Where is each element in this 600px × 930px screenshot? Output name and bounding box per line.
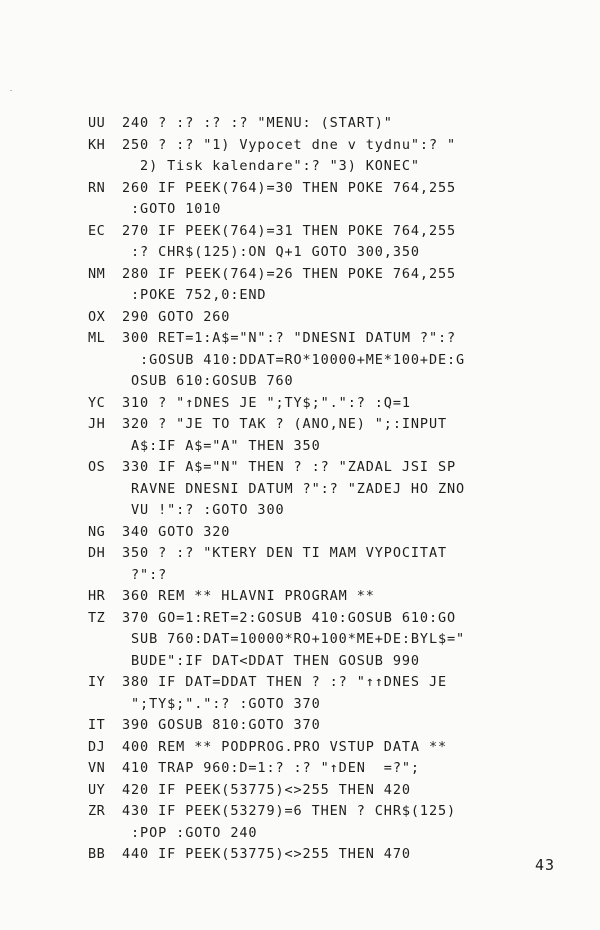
checksum-code: ML: [88, 330, 106, 346]
code-listing-entry: [88, 328, 588, 393]
checksum-code: EC: [88, 222, 106, 239]
listing-text-line: 260 IF PEEK(764)=30 THEN POKE 764,255: [122, 179, 457, 196]
program-line-text: [122, 457, 588, 522]
listing-text-line: ?":?: [122, 566, 168, 583]
program-line-text: [122, 135, 588, 178]
checksum-code: BB: [88, 846, 106, 862]
listing-text-line: 420 IF PEEK(53775)<>255 THEN 420: [122, 781, 411, 798]
listing-text-line: :? CHR$(125):ON Q+1 GOTO 300,350: [122, 244, 420, 260]
checksum-code: DH: [88, 545, 106, 561]
listing-text-line: 320 ? "JE TO TAK ? (ANO,NE) ";:INPUT: [122, 416, 447, 432]
listing-text-line: A$:IF A$="A" THEN 350: [122, 437, 321, 454]
program-line-text: [122, 543, 588, 586]
listing-text-line: 310 ? "↑DNES JE ";TY$;".":? :Q=1: [122, 394, 411, 411]
program-line-text: [122, 715, 588, 737]
code-listing-entry: [88, 801, 588, 844]
code-listing-entry: [88, 715, 588, 737]
listing-text-line: 250 ? :? "1) Vypocet dne v tydnu":? ": [122, 136, 457, 153]
code-listing-entry: [88, 780, 588, 802]
program-line-text: [122, 393, 588, 415]
listing-text-line: 330 IF A$="N" THEN ? :? "ZADAL JSI SP: [122, 459, 457, 475]
listing-text-line: :GOTO 1010: [122, 201, 222, 217]
checksum-code: UY: [88, 781, 106, 798]
code-listing-entry: [88, 393, 588, 415]
program-line-text: [122, 522, 588, 544]
checksum-code: VN: [88, 760, 106, 776]
listing-text-line: 300 RET=1:A$="N":? "DNESNI DATUM ?":?: [122, 330, 457, 346]
listing-text-line: 390 GOSUB 810:GOTO 370: [122, 717, 321, 733]
program-line-text: [122, 328, 588, 393]
listing-text-line: 410 TRAP 960:D=1:? :? "↑DEN =?";: [122, 760, 420, 776]
listing-text-line: 240 ? :? :? :? "MENU: (START)": [122, 115, 393, 131]
program-line-text: [122, 737, 588, 759]
checksum-code: IT: [88, 717, 106, 733]
listing-text-line: 440 IF PEEK(53775)<>255 THEN 470: [122, 846, 411, 862]
program-line-text: [122, 844, 588, 866]
checksum-code: IY: [88, 674, 106, 690]
listing-text-line: 370 GO=1:RET=2:GOSUB 410:GOSUB 610:GO: [122, 609, 457, 626]
code-listing-entry: [88, 586, 588, 608]
listing-text-line: 340 GOTO 320: [122, 523, 231, 540]
checksum-code: YC: [88, 394, 106, 411]
checksum-code: HR: [88, 588, 106, 604]
listing-text-line: 400 REM ** PODPROG.PRO VSTUP DATA **: [122, 738, 447, 755]
checksum-code: OX: [88, 308, 106, 325]
listing-text-line: RAVNE DNESNI DATUM ?":? "ZADEJ HO ZNO: [122, 480, 466, 497]
code-listing-entry: [88, 135, 588, 178]
basic-program-listing: [88, 113, 588, 866]
listing-text-line: 430 IF PEEK(53279)=6 THEN ? CHR$(125): [122, 803, 457, 819]
checksum-code: OS: [88, 459, 106, 475]
program-line-text: [122, 780, 588, 802]
listing-text-line: :POP :GOTO 240: [122, 824, 258, 841]
code-listing-entry: [88, 608, 588, 673]
checksum-code: TZ: [88, 609, 106, 626]
listing-text-line: BUDE":IF DAT<DDAT THEN GOSUB 990: [122, 652, 420, 669]
checksum-code: ZR: [88, 803, 106, 819]
program-line-text: [122, 672, 588, 715]
program-line-text: [122, 608, 588, 673]
listing-text-line: :POKE 752,0:END: [122, 287, 267, 303]
program-line-text: [122, 307, 588, 329]
code-listing-entry: [88, 543, 588, 586]
code-listing-entry: [88, 522, 588, 544]
listing-text-line: SUB 760:DAT=10000*RO+100*ME+DE:BYL$=": [122, 631, 466, 647]
checksum-code: KH: [88, 136, 106, 153]
checksum-code: RN: [88, 179, 106, 196]
checksum-code: NG: [88, 523, 106, 540]
code-listing-entry: [88, 178, 588, 221]
code-listing-entry: [88, 672, 588, 715]
listing-text-line: 2) Tisk kalendare":? "3) KONEC": [122, 158, 420, 174]
checksum-code: DJ: [88, 738, 106, 755]
checksum-code: NM: [88, 265, 106, 282]
program-line-text: [122, 758, 588, 780]
program-line-text: [122, 586, 588, 608]
listing-text-line: 290 GOTO 260: [122, 308, 231, 325]
code-listing-entry: [88, 221, 588, 264]
listing-text-line: :GOSUB 410:DDAT=RO*10000+ME*100+DE:G: [122, 351, 466, 368]
program-line-text: [122, 264, 588, 307]
code-listing-entry: [88, 457, 588, 522]
code-listing-entry: [88, 758, 588, 780]
listing-text-line: 380 IF DAT=DDAT THEN ? :? "↑↑DNES JE: [122, 674, 447, 690]
code-listing-entry: [88, 414, 588, 457]
listing-text-line: 350 ? :? "KTERY DEN TI MAM VYPOCITAT: [122, 545, 447, 561]
program-line-text: [122, 221, 588, 264]
paper-speck: [10, 90, 12, 91]
code-listing-entry: [88, 844, 588, 866]
code-listing-entry: [88, 307, 588, 329]
program-line-text: [122, 801, 588, 844]
listing-text-line: ";TY$;".":? :GOTO 370: [122, 695, 321, 712]
listing-text-line: 280 IF PEEK(764)=26 THEN POKE 764,255: [122, 265, 457, 282]
program-line-text: [122, 178, 588, 221]
listing-text-line: VU !":? :GOTO 300: [122, 502, 285, 518]
checksum-code: JH: [88, 416, 106, 432]
code-listing-entry: [88, 264, 588, 307]
code-listing-entry: [88, 113, 588, 135]
checksum-code: UU: [88, 115, 106, 131]
page-number: 43: [534, 856, 555, 874]
program-line-text: [122, 414, 588, 457]
program-line-text: [122, 113, 588, 135]
listing-text-line: 270 IF PEEK(764)=31 THEN POKE 764,255: [122, 222, 457, 239]
listing-text-line: 360 REM ** HLAVNI PROGRAM **: [122, 588, 375, 604]
code-listing-entry: [88, 737, 588, 759]
listing-text-line: OSUB 610:GOSUB 760: [122, 373, 294, 389]
